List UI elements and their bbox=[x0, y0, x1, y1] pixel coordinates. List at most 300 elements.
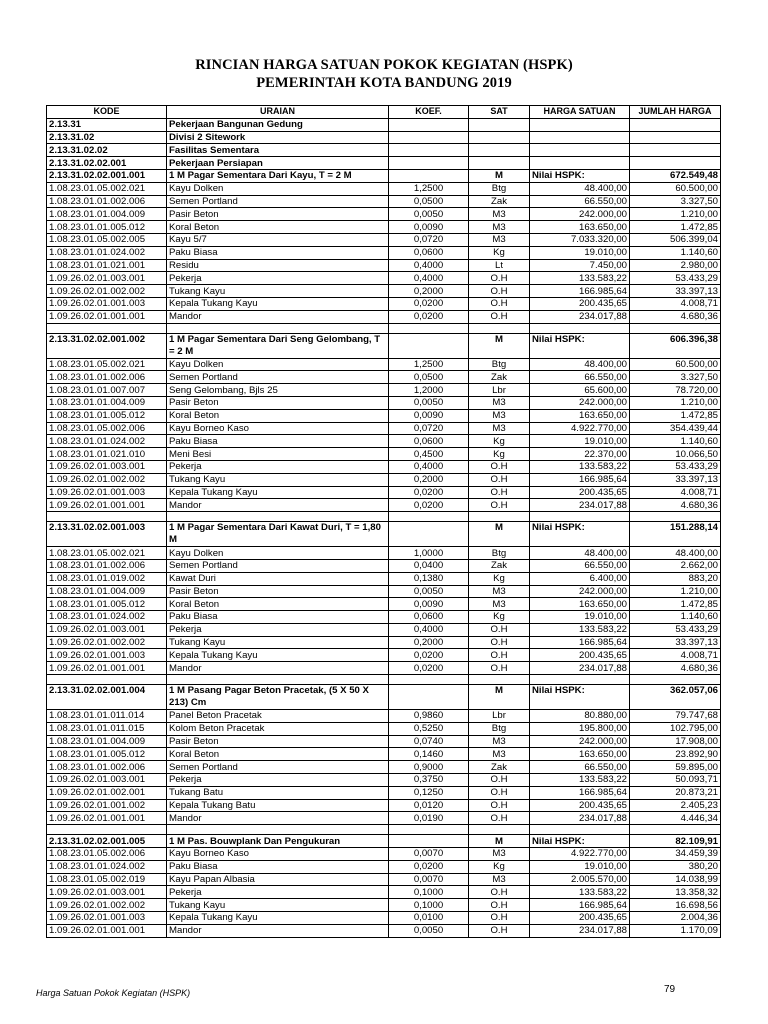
item-koef: 0,1000 bbox=[389, 899, 469, 912]
group-uraian: 1 M Pagar Sementara Dari Seng Gelombang, T = 2 M bbox=[167, 333, 389, 358]
empty-cell bbox=[630, 512, 721, 522]
item-kode: 1.08.23.01.05.002.005 bbox=[47, 233, 167, 246]
item-jumlah-harga: 1.472,85 bbox=[630, 598, 721, 611]
item-sat: Lt bbox=[469, 259, 530, 272]
table-row bbox=[47, 371, 721, 384]
spacer-row bbox=[47, 825, 721, 835]
item-sat: O.H bbox=[469, 649, 530, 662]
item-koef: 0,0070 bbox=[389, 873, 469, 886]
item-kode: 1.08.23.01.05.002.021 bbox=[47, 182, 167, 195]
item-harga-satuan: 133.583,22 bbox=[530, 774, 630, 787]
empty-cell bbox=[47, 825, 167, 835]
empty-cell bbox=[630, 825, 721, 835]
item-kode: 1.08.23.01.01.002.006 bbox=[47, 761, 167, 774]
item-jumlah-harga: 33.397,13 bbox=[630, 636, 721, 649]
item-jumlah-harga: 4.680,36 bbox=[630, 662, 721, 675]
item-jumlah-harga: 20.873,21 bbox=[630, 786, 721, 799]
nilai-hspk-label: Nilai HSPK: bbox=[530, 333, 630, 358]
item-kode: 1.08.23.01.01.002.006 bbox=[47, 195, 167, 208]
item-sat: M3 bbox=[469, 409, 530, 422]
item-koef: 1,2500 bbox=[389, 358, 469, 371]
table-row bbox=[47, 873, 721, 886]
page-number: 79 bbox=[664, 984, 676, 995]
item-koef: 0,0050 bbox=[389, 585, 469, 598]
item-koef: 1,2000 bbox=[389, 384, 469, 397]
nilai-hspk-value: 606.396,38 bbox=[630, 333, 721, 358]
item-sat: O.H bbox=[469, 786, 530, 799]
empty-cell bbox=[389, 512, 469, 522]
item-koef: 0,0200 bbox=[389, 310, 469, 323]
item-jumlah-harga: 1.140,60 bbox=[630, 435, 721, 448]
footer-caption: Harga Satuan Pokok Kegiatan (HSPK) bbox=[36, 988, 191, 998]
item-koef: 0,0720 bbox=[389, 233, 469, 246]
table-row bbox=[47, 182, 721, 195]
item-kode: 1.08.23.01.01.005.012 bbox=[47, 221, 167, 234]
item-sat: M3 bbox=[469, 873, 530, 886]
group-kode: 2.13.31.02.02.001.001 bbox=[47, 169, 167, 182]
item-harga-satuan: 166.985,64 bbox=[530, 786, 630, 799]
table-row bbox=[47, 396, 721, 409]
item-kode: 1.08.23.01.01.024.002 bbox=[47, 860, 167, 873]
item-uraian: Koral Beton bbox=[167, 409, 389, 422]
item-uraian: Semen Portland bbox=[167, 371, 389, 384]
item-jumlah-harga: 2.004,36 bbox=[630, 912, 721, 925]
item-sat: O.H bbox=[469, 774, 530, 787]
item-uraian: Pasir Beton bbox=[167, 585, 389, 598]
item-uraian: Mandor bbox=[167, 662, 389, 675]
nilai-hspk-label: Nilai HSPK: bbox=[530, 835, 630, 848]
item-sat: M3 bbox=[469, 598, 530, 611]
table-row bbox=[47, 924, 721, 937]
table-row bbox=[47, 912, 721, 925]
item-harga-satuan: 200.435,65 bbox=[530, 297, 630, 310]
item-harga-satuan: 66.550,00 bbox=[530, 195, 630, 208]
item-sat: Zak bbox=[469, 761, 530, 774]
empty-cell bbox=[469, 131, 530, 144]
spacer-row bbox=[47, 675, 721, 685]
item-uraian: Kepala Tukang Kayu bbox=[167, 297, 389, 310]
group-sat: M bbox=[469, 522, 530, 547]
item-uraian: Kayu Borneo Kaso bbox=[167, 848, 389, 861]
item-jumlah-harga: 60.500,00 bbox=[630, 182, 721, 195]
item-harga-satuan: 19.010,00 bbox=[530, 860, 630, 873]
item-uraian: Kolom Beton Pracetak bbox=[167, 722, 389, 735]
group-sat: M bbox=[469, 835, 530, 848]
table-body bbox=[47, 118, 721, 937]
item-uraian: Semen Portland bbox=[167, 559, 389, 572]
item-jumlah-harga: 79.747,68 bbox=[630, 710, 721, 723]
item-koef: 0,0190 bbox=[389, 812, 469, 825]
item-uraian: Kayu Papan Albasia bbox=[167, 873, 389, 886]
table-row bbox=[47, 786, 721, 799]
item-koef: 0,0200 bbox=[389, 860, 469, 873]
item-harga-satuan: 242.000,00 bbox=[530, 396, 630, 409]
empty-cell bbox=[389, 522, 469, 547]
item-jumlah-harga: 4.008,71 bbox=[630, 649, 721, 662]
item-sat: Btg bbox=[469, 182, 530, 195]
item-uraian: Tukang Kayu bbox=[167, 899, 389, 912]
item-kode: 1.09.26.02.01.002.002 bbox=[47, 636, 167, 649]
item-kode: 1.09.26.02.01.002.001 bbox=[47, 786, 167, 799]
item-harga-satuan: 234.017,88 bbox=[530, 924, 630, 937]
group-row bbox=[47, 835, 721, 848]
empty-cell bbox=[630, 118, 721, 131]
item-koef: 0,4000 bbox=[389, 272, 469, 285]
item-harga-satuan: 19.010,00 bbox=[530, 611, 630, 624]
item-harga-satuan: 200.435,65 bbox=[530, 912, 630, 925]
item-uraian: Pekerja bbox=[167, 272, 389, 285]
item-uraian: Kayu 5/7 bbox=[167, 233, 389, 246]
empty-cell bbox=[389, 675, 469, 685]
table-row bbox=[47, 611, 721, 624]
table-header-row bbox=[47, 106, 721, 119]
item-kode: 1.08.23.01.05.002.019 bbox=[47, 873, 167, 886]
item-jumlah-harga: 53.433,29 bbox=[630, 272, 721, 285]
item-sat: O.H bbox=[469, 285, 530, 298]
table-row bbox=[47, 812, 721, 825]
item-harga-satuan: 166.985,64 bbox=[530, 285, 630, 298]
empty-cell bbox=[630, 144, 721, 157]
item-jumlah-harga: 10.066,50 bbox=[630, 448, 721, 461]
group-uraian: 1 M Pas. Bouwplank Dan Pengukuran bbox=[167, 835, 389, 848]
empty-cell bbox=[389, 685, 469, 710]
item-harga-satuan: 66.550,00 bbox=[530, 371, 630, 384]
item-harga-satuan: 80.880,00 bbox=[530, 710, 630, 723]
item-harga-satuan: 133.583,22 bbox=[530, 886, 630, 899]
item-koef: 0,0090 bbox=[389, 598, 469, 611]
table-row bbox=[47, 623, 721, 636]
item-harga-satuan: 166.985,64 bbox=[530, 636, 630, 649]
item-uraian: Kepala Tukang Kayu bbox=[167, 649, 389, 662]
empty-cell bbox=[469, 675, 530, 685]
group-sat: M bbox=[469, 685, 530, 710]
table-row bbox=[47, 585, 721, 598]
empty-cell bbox=[469, 144, 530, 157]
item-kode: 1.09.26.02.01.001.001 bbox=[47, 812, 167, 825]
group-row bbox=[47, 333, 721, 358]
item-jumlah-harga: 4.008,71 bbox=[630, 486, 721, 499]
item-uraian: Pekerja bbox=[167, 460, 389, 473]
item-sat: O.H bbox=[469, 899, 530, 912]
item-kode: 1.08.23.01.05.002.021 bbox=[47, 547, 167, 560]
empty-cell bbox=[389, 118, 469, 131]
group-sat: M bbox=[469, 169, 530, 182]
item-harga-satuan: 200.435,65 bbox=[530, 649, 630, 662]
item-uraian: Residu bbox=[167, 259, 389, 272]
item-koef: 0,2000 bbox=[389, 285, 469, 298]
item-harga-satuan: 200.435,65 bbox=[530, 486, 630, 499]
item-uraian: Meni Besi bbox=[167, 448, 389, 461]
item-jumlah-harga: 14.038,99 bbox=[630, 873, 721, 886]
item-sat: O.H bbox=[469, 473, 530, 486]
group-kode: 2.13.31.02.02.001.002 bbox=[47, 333, 167, 358]
item-kode: 1.08.23.01.05.002.021 bbox=[47, 358, 167, 371]
item-jumlah-harga: 354.439,44 bbox=[630, 422, 721, 435]
item-koef: 0,0050 bbox=[389, 208, 469, 221]
item-uraian: Kayu Dolken bbox=[167, 358, 389, 371]
table-row bbox=[47, 735, 721, 748]
item-harga-satuan: 133.583,22 bbox=[530, 460, 630, 473]
empty-cell bbox=[389, 144, 469, 157]
item-kode: 1.09.26.02.01.001.002 bbox=[47, 799, 167, 812]
item-koef: 0,0050 bbox=[389, 396, 469, 409]
item-uraian: Kayu Borneo Kaso bbox=[167, 422, 389, 435]
column-header-koef: KOEF. bbox=[389, 106, 469, 119]
item-harga-satuan: 242.000,00 bbox=[530, 735, 630, 748]
item-harga-satuan: 19.010,00 bbox=[530, 246, 630, 259]
table-row bbox=[47, 848, 721, 861]
item-harga-satuan: 7.450,00 bbox=[530, 259, 630, 272]
item-jumlah-harga: 1.472,85 bbox=[630, 409, 721, 422]
item-jumlah-harga: 50.093,71 bbox=[630, 774, 721, 787]
item-koef: 0,4000 bbox=[389, 259, 469, 272]
item-sat: Kg bbox=[469, 860, 530, 873]
empty-cell bbox=[469, 157, 530, 170]
spacer-row bbox=[47, 512, 721, 522]
item-jumlah-harga: 2.662,00 bbox=[630, 559, 721, 572]
table-row bbox=[47, 572, 721, 585]
item-uraian: Koral Beton bbox=[167, 748, 389, 761]
item-koef: 0,0090 bbox=[389, 409, 469, 422]
item-jumlah-harga: 1.170,09 bbox=[630, 924, 721, 937]
item-sat: Btg bbox=[469, 358, 530, 371]
empty-cell bbox=[530, 157, 630, 170]
item-kode: 1.08.23.01.01.004.009 bbox=[47, 585, 167, 598]
item-sat: O.H bbox=[469, 636, 530, 649]
item-harga-satuan: 133.583,22 bbox=[530, 623, 630, 636]
empty-cell bbox=[47, 675, 167, 685]
item-jumlah-harga: 1.472,85 bbox=[630, 221, 721, 234]
item-koef: 0,1250 bbox=[389, 786, 469, 799]
item-uraian: Pasir Beton bbox=[167, 396, 389, 409]
item-koef: 0,0740 bbox=[389, 735, 469, 748]
item-uraian: Koral Beton bbox=[167, 221, 389, 234]
empty-cell bbox=[167, 675, 389, 685]
item-jumlah-harga: 3.327,50 bbox=[630, 371, 721, 384]
table-row bbox=[47, 761, 721, 774]
item-koef: 0,0600 bbox=[389, 435, 469, 448]
item-uraian: Paku Biasa bbox=[167, 611, 389, 624]
item-uraian: Semen Portland bbox=[167, 761, 389, 774]
item-sat: M3 bbox=[469, 233, 530, 246]
item-jumlah-harga: 60.500,00 bbox=[630, 358, 721, 371]
empty-cell bbox=[389, 825, 469, 835]
item-kode: 1.08.23.01.01.005.012 bbox=[47, 409, 167, 422]
item-uraian: Kayu Dolken bbox=[167, 547, 389, 560]
item-uraian: Kawat Duri bbox=[167, 572, 389, 585]
item-sat: M3 bbox=[469, 221, 530, 234]
empty-cell bbox=[630, 157, 721, 170]
item-jumlah-harga: 78.720,00 bbox=[630, 384, 721, 397]
item-uraian: Mandor bbox=[167, 499, 389, 512]
empty-cell bbox=[47, 512, 167, 522]
group-uraian: 1 M Pagar Sementara Dari Kawat Duri, T = 1,80 M bbox=[167, 522, 389, 547]
item-koef: 0,0100 bbox=[389, 912, 469, 925]
item-koef: 0,1000 bbox=[389, 886, 469, 899]
table-row bbox=[47, 748, 721, 761]
table-row bbox=[47, 285, 721, 298]
item-uraian: Pekerja bbox=[167, 886, 389, 899]
item-jumlah-harga: 33.397,13 bbox=[630, 473, 721, 486]
item-jumlah-harga: 2.405,23 bbox=[630, 799, 721, 812]
item-kode: 1.08.23.01.01.021.001 bbox=[47, 259, 167, 272]
table-row bbox=[47, 409, 721, 422]
item-kode: 1.09.26.02.01.001.003 bbox=[47, 297, 167, 310]
item-uraian: Kepala Tukang Kayu bbox=[167, 912, 389, 925]
item-sat: M3 bbox=[469, 848, 530, 861]
item-sat: O.H bbox=[469, 799, 530, 812]
empty-cell bbox=[167, 323, 389, 333]
table-row bbox=[47, 598, 721, 611]
table-row bbox=[47, 486, 721, 499]
item-sat: O.H bbox=[469, 812, 530, 825]
heading-uraian: Divisi 2 Sitework bbox=[167, 131, 389, 144]
item-koef: 0,1460 bbox=[389, 748, 469, 761]
empty-cell bbox=[530, 131, 630, 144]
item-sat: Btg bbox=[469, 722, 530, 735]
item-koef: 0,0500 bbox=[389, 195, 469, 208]
nilai-hspk-value: 362.057,06 bbox=[630, 685, 721, 710]
item-kode: 1.09.26.02.01.003.001 bbox=[47, 774, 167, 787]
item-harga-satuan: 166.985,64 bbox=[530, 473, 630, 486]
item-harga-satuan: 242.000,00 bbox=[530, 585, 630, 598]
item-jumlah-harga: 34.459,39 bbox=[630, 848, 721, 861]
item-uraian: Panel Beton Pracetak bbox=[167, 710, 389, 723]
heading-kode: 2.13.31.02.02.001 bbox=[47, 157, 167, 170]
table-row bbox=[47, 448, 721, 461]
table-row bbox=[47, 636, 721, 649]
empty-cell bbox=[530, 675, 630, 685]
item-jumlah-harga: 102.795,00 bbox=[630, 722, 721, 735]
item-uraian: Mandor bbox=[167, 310, 389, 323]
heading-kode: 2.13.31.02.02 bbox=[47, 144, 167, 157]
table-row bbox=[47, 473, 721, 486]
item-harga-satuan: 4.922.770,00 bbox=[530, 848, 630, 861]
item-jumlah-harga: 1.140,60 bbox=[630, 611, 721, 624]
item-harga-satuan: 48.400,00 bbox=[530, 358, 630, 371]
empty-cell bbox=[389, 157, 469, 170]
item-harga-satuan: 163.650,00 bbox=[530, 221, 630, 234]
item-sat: O.H bbox=[469, 460, 530, 473]
item-uraian: Kayu Dolken bbox=[167, 182, 389, 195]
item-jumlah-harga: 4.680,36 bbox=[630, 310, 721, 323]
item-koef: 0,4000 bbox=[389, 460, 469, 473]
page-title: RINCIAN HARGA SATUAN POKOK KEGIATAN (HSPK) bbox=[195, 57, 573, 73]
item-sat: Zak bbox=[469, 559, 530, 572]
heading-kode: 2.13.31.02 bbox=[47, 131, 167, 144]
item-harga-satuan: 242.000,00 bbox=[530, 208, 630, 221]
group-row bbox=[47, 522, 721, 547]
item-sat: M3 bbox=[469, 735, 530, 748]
table-row bbox=[47, 310, 721, 323]
item-kode: 1.08.23.01.01.011.014 bbox=[47, 710, 167, 723]
item-koef: 0,9860 bbox=[389, 710, 469, 723]
item-sat: O.H bbox=[469, 310, 530, 323]
item-koef: 0,0600 bbox=[389, 246, 469, 259]
item-kode: 1.08.23.01.01.024.002 bbox=[47, 435, 167, 448]
empty-cell bbox=[47, 323, 167, 333]
empty-cell bbox=[167, 825, 389, 835]
item-kode: 1.09.26.02.01.003.001 bbox=[47, 623, 167, 636]
hspk-table bbox=[46, 105, 721, 938]
item-koef: 0,4000 bbox=[389, 623, 469, 636]
item-kode: 1.08.23.01.01.021.010 bbox=[47, 448, 167, 461]
item-jumlah-harga: 53.433,29 bbox=[630, 623, 721, 636]
group-sat: M bbox=[469, 333, 530, 358]
item-uraian: Mandor bbox=[167, 924, 389, 937]
item-koef: 0,0600 bbox=[389, 611, 469, 624]
item-koef: 0,9000 bbox=[389, 761, 469, 774]
column-header-kode: KODE bbox=[47, 106, 167, 119]
item-jumlah-harga: 23.892,90 bbox=[630, 748, 721, 761]
table-row bbox=[47, 899, 721, 912]
item-jumlah-harga: 13.358,32 bbox=[630, 886, 721, 899]
spacer-row bbox=[47, 323, 721, 333]
item-uraian: Tukang Kayu bbox=[167, 285, 389, 298]
empty-cell bbox=[630, 323, 721, 333]
item-koef: 0,3750 bbox=[389, 774, 469, 787]
item-koef: 0,0200 bbox=[389, 486, 469, 499]
item-kode: 1.08.23.01.01.002.006 bbox=[47, 371, 167, 384]
item-kode: 1.09.26.02.01.001.003 bbox=[47, 486, 167, 499]
table-row bbox=[47, 662, 721, 675]
empty-cell bbox=[530, 144, 630, 157]
item-uraian: Kepala Tukang Kayu bbox=[167, 486, 389, 499]
table-row bbox=[47, 860, 721, 873]
item-jumlah-harga: 4.446,34 bbox=[630, 812, 721, 825]
item-koef: 0,2000 bbox=[389, 636, 469, 649]
heading-uraian: Pekerjaan Persiapan bbox=[167, 157, 389, 170]
item-sat: Lbr bbox=[469, 384, 530, 397]
empty-cell bbox=[469, 118, 530, 131]
item-koef: 0,0200 bbox=[389, 499, 469, 512]
item-harga-satuan: 166.985,64 bbox=[530, 899, 630, 912]
empty-cell bbox=[630, 675, 721, 685]
item-kode: 1.08.23.01.01.004.009 bbox=[47, 735, 167, 748]
item-uraian: Semen Portland bbox=[167, 195, 389, 208]
item-kode: 1.08.23.01.01.019.002 bbox=[47, 572, 167, 585]
item-kode: 1.09.26.02.01.003.001 bbox=[47, 460, 167, 473]
item-harga-satuan: 66.550,00 bbox=[530, 761, 630, 774]
empty-cell bbox=[469, 512, 530, 522]
item-harga-satuan: 22.370,00 bbox=[530, 448, 630, 461]
item-kode: 1.09.26.02.01.001.003 bbox=[47, 912, 167, 925]
column-header-sat: SAT bbox=[469, 106, 530, 119]
item-kode: 1.09.26.02.01.001.001 bbox=[47, 924, 167, 937]
item-jumlah-harga: 4.680,36 bbox=[630, 499, 721, 512]
item-sat: M3 bbox=[469, 396, 530, 409]
table-row bbox=[47, 547, 721, 560]
item-sat: Kg bbox=[469, 435, 530, 448]
item-kode: 1.09.26.02.01.001.003 bbox=[47, 649, 167, 662]
item-jumlah-harga: 4.008,71 bbox=[630, 297, 721, 310]
item-sat: O.H bbox=[469, 924, 530, 937]
nilai-hspk-value: 672.549,48 bbox=[630, 169, 721, 182]
empty-cell bbox=[530, 512, 630, 522]
item-jumlah-harga: 17.908,00 bbox=[630, 735, 721, 748]
item-koef: 0,2000 bbox=[389, 473, 469, 486]
item-koef: 0,0070 bbox=[389, 848, 469, 861]
group-kode: 2.13.31.02.02.001.004 bbox=[47, 685, 167, 710]
item-kode: 1.09.26.02.01.003.001 bbox=[47, 272, 167, 285]
heading-uraian: Fasilitas Sementara bbox=[167, 144, 389, 157]
item-koef: 0,4500 bbox=[389, 448, 469, 461]
item-harga-satuan: 200.435,65 bbox=[530, 799, 630, 812]
item-harga-satuan: 234.017,88 bbox=[530, 662, 630, 675]
item-harga-satuan: 7.033.320,00 bbox=[530, 233, 630, 246]
table-row bbox=[47, 358, 721, 371]
empty-cell bbox=[389, 333, 469, 358]
